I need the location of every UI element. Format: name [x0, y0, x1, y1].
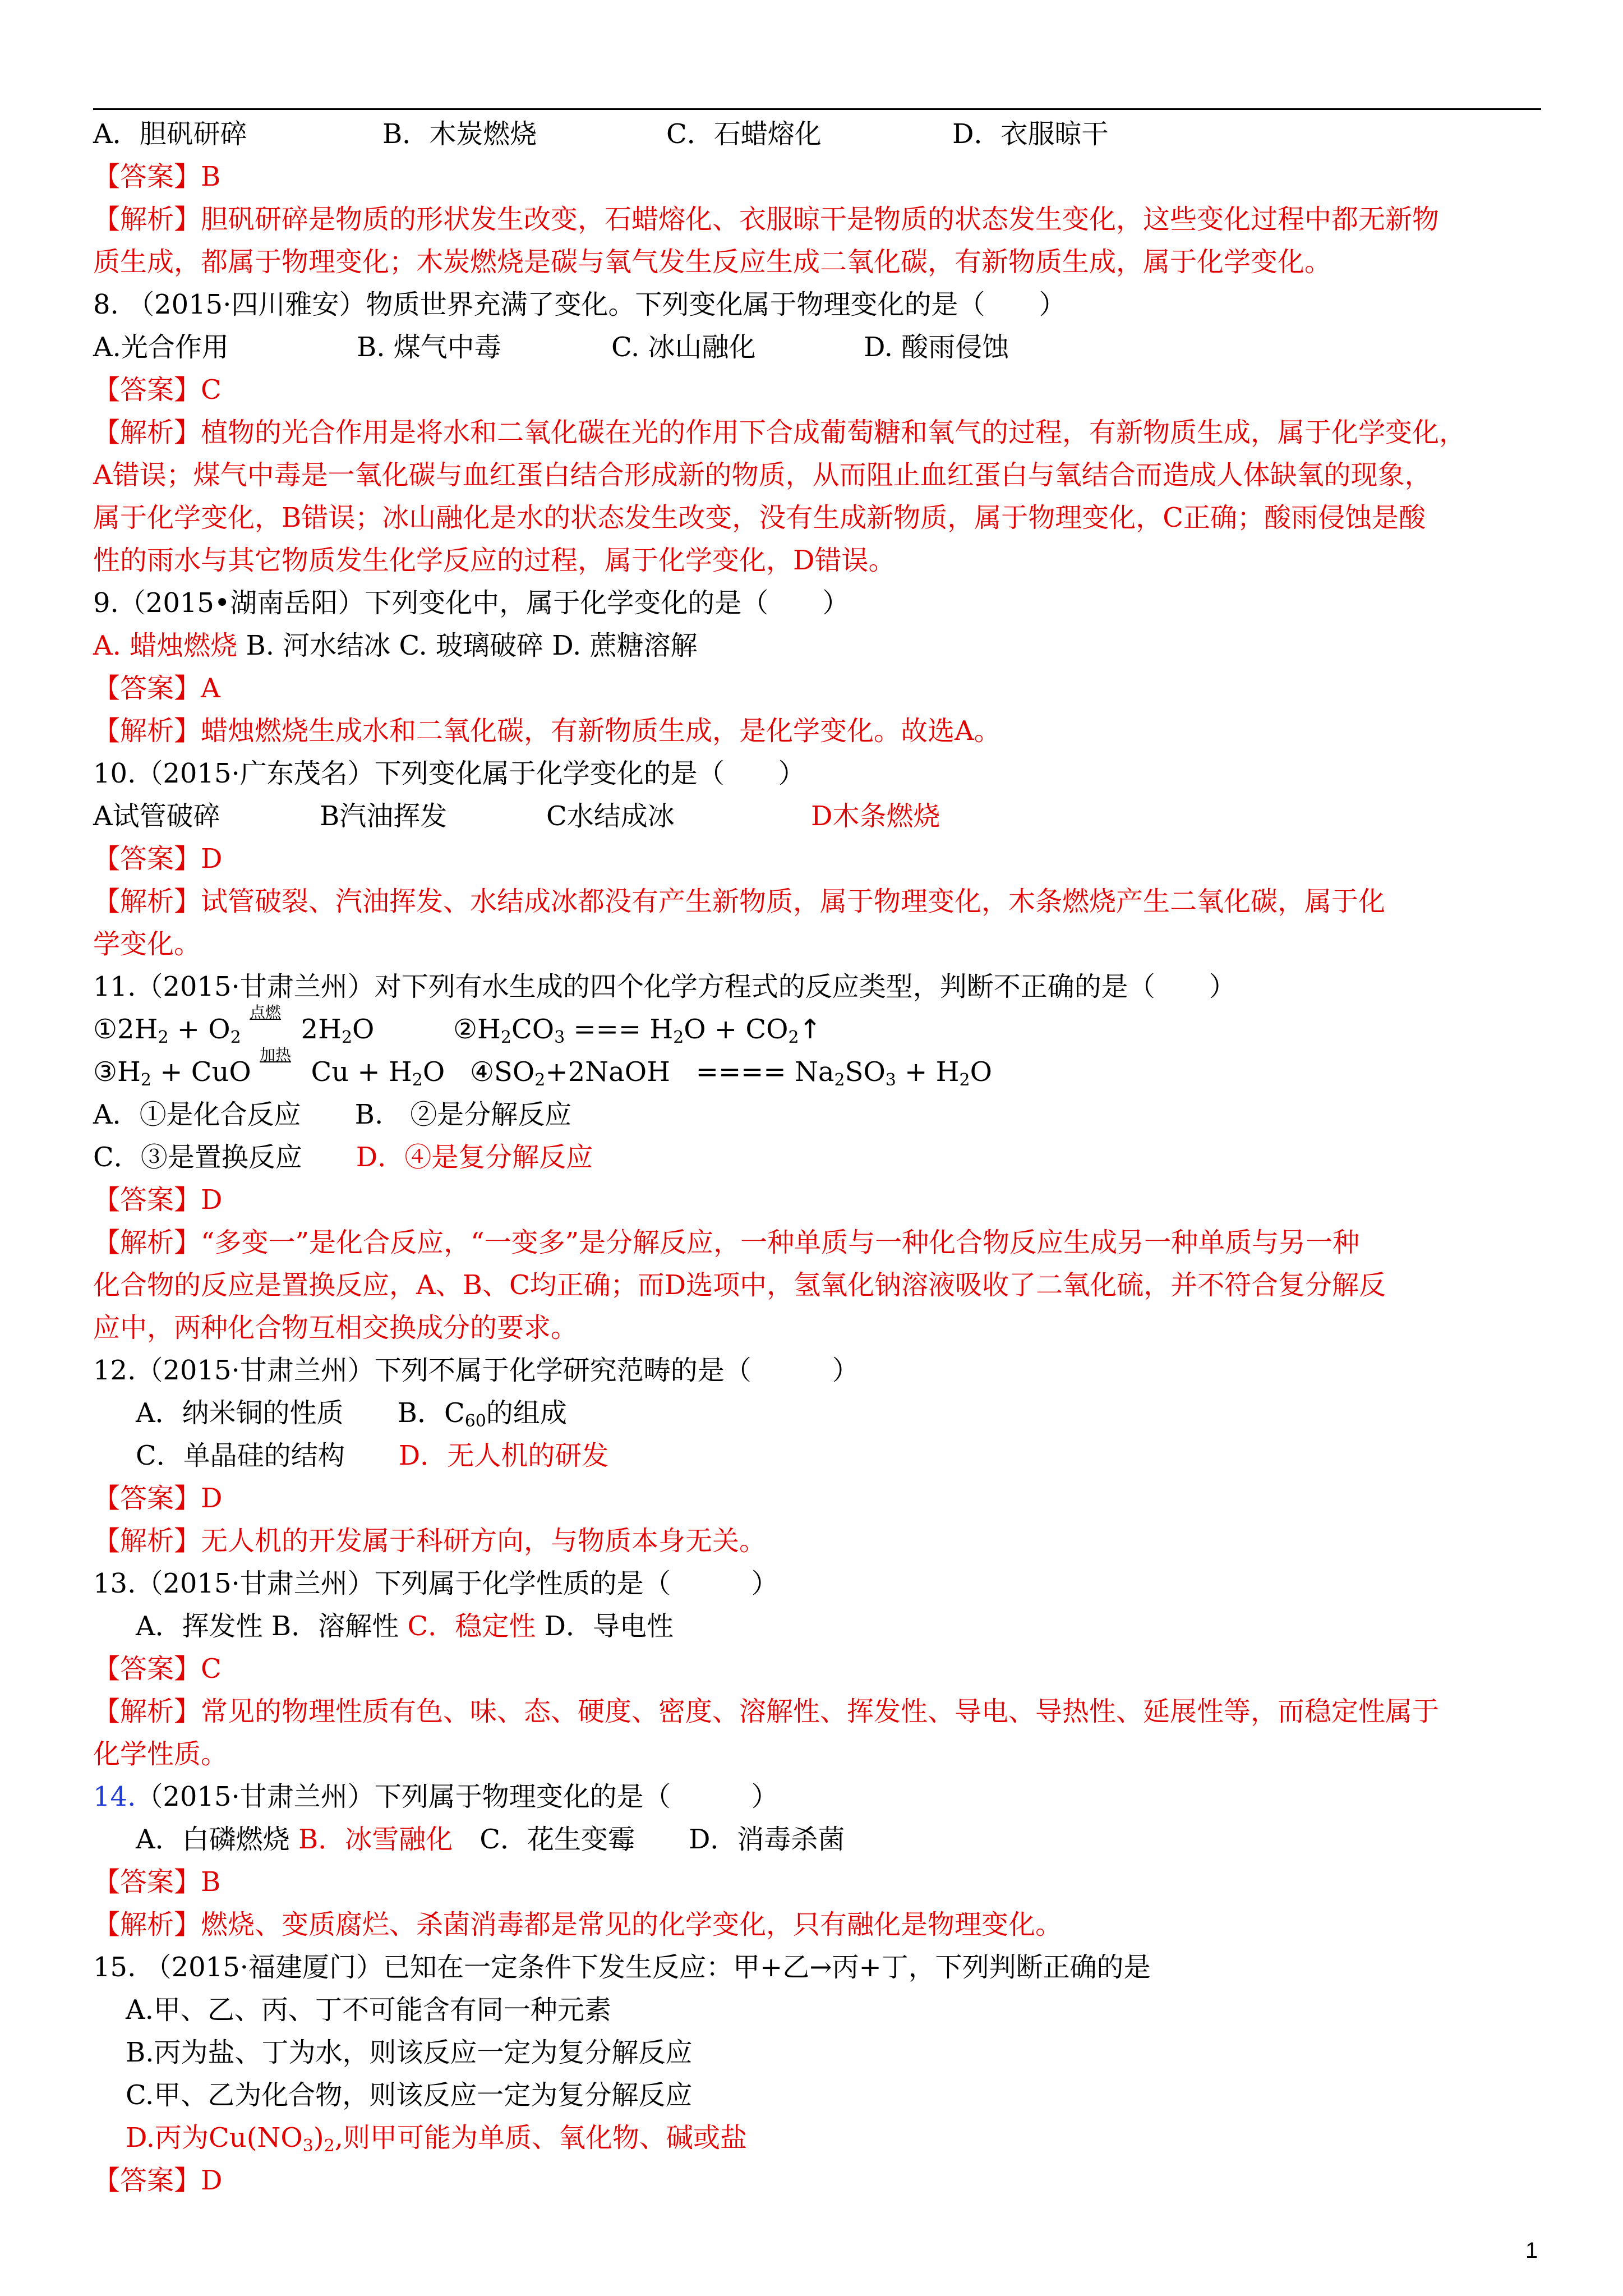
q14-options — [136, 1823, 845, 1856]
q11-analysis-line-3: 应中，两种化合物互相交换成分的要求。 — [93, 1312, 578, 1343]
q8-stem: 8. （2015·四川雅安）物质世界充满了变化。下列变化属于物理变化的是（ ） — [93, 289, 1066, 320]
q10-option-c: C水结成冰 — [546, 800, 675, 832]
q12-stem: 12.（2015·甘肃兰州）下列不属于化学研究范畴的是（ ） — [93, 1355, 859, 1386]
q12-options-ab — [136, 1396, 567, 1430]
q9-options — [93, 629, 698, 662]
q14-number: 14. — [93, 1781, 136, 1812]
q7-option-c: C．石蜡熔化 — [666, 118, 822, 150]
header-rule — [93, 108, 1541, 110]
q11-eq3: $③H_2$ + CuO 加热 $Cu + H_2O$ — [93, 1046, 445, 1090]
q8-analysis-line-2: A错误；煤气中毒是一氧化碳与血红蛋白结合形成新的物质，从而阻止血红蛋白与氧结合而造成人体缺氧的现象， — [93, 459, 1432, 491]
q7-analysis-line-1: 【解析】胆矾研碎是物质的形状发生改变，石蜡熔化、衣服晾干是物质的状态发生变化，这些变化过程中都无新物 — [93, 204, 1440, 235]
q13-stem: 13.（2015·甘肃兰州）下列属于化学性质的是（ ） — [93, 1568, 778, 1599]
q12-option-d: D．无人机的研发 — [398, 1440, 609, 1471]
q8-option-a: A.光合作用 — [93, 332, 229, 363]
q7-option-a: A．胆矾研碎 — [93, 118, 247, 150]
q7-option-d: D．衣服晾干 — [952, 118, 1109, 150]
q12-options-cd — [136, 1439, 608, 1473]
q10-option-a: A试管破碎 — [93, 800, 220, 832]
q11-options-ab: A．①是化合反应 B. ②是分解反应 — [93, 1099, 572, 1130]
q15-option-b: B.丙为盐、丁为水，则该反应一定为复分解反应 — [126, 2037, 693, 2068]
q14-analysis: 【解析】燃烧、变质腐烂、杀菌消毒都是常见的化学变化，只有融化是物理变化。 — [93, 1909, 1063, 1940]
page-number: 1 — [1525, 2238, 1538, 2263]
q13-options — [136, 1609, 674, 1643]
q10-option-b: B汽油挥发 — [320, 800, 448, 832]
q10-options — [93, 799, 940, 833]
q13-option-c: C．稳定性 — [407, 1611, 536, 1642]
q11-analysis-line-1: 【解析】“多变一”是化合反应，“一变多”是分解反应，一种单质与一种化合物反应生成另一种单质与另一种 — [93, 1227, 1360, 1258]
q11-eq3-condition: 加热 — [259, 1046, 291, 1064]
q7-answer: 【答案】B — [93, 161, 221, 192]
q9-options-rest: B. 河水结冰 C. 玻璃破碎 D. 蔗糖溶解 — [237, 630, 698, 661]
q14-stem-line — [93, 1780, 778, 1814]
q14-option-a: A．白磷燃烧 — [136, 1824, 298, 1855]
q11-option-c: C．③是置换反应 — [93, 1142, 356, 1173]
q11-options-cd — [93, 1140, 593, 1174]
q12-option-b-formula: $C_{60}$ — [444, 1397, 486, 1431]
q14-stem: （2015·甘肃兰州）下列属于物理变化的是（ ） — [136, 1781, 778, 1812]
q15-option-a: A.甲、乙、丙、丁不可能含有同一种元素 — [126, 1994, 611, 2026]
q12-analysis: 【解析】无人机的开发属于科研方向，与物质本身无关。 — [93, 1525, 767, 1557]
q8-analysis-line-4: 性的雨水与其它物质发生化学反应的过程，属于化学变化，D错误。 — [93, 545, 896, 576]
q11-equations-row-1 — [93, 1003, 822, 1047]
q7-options — [93, 117, 1109, 151]
q7-analysis-line-2: 质生成，都属于物理变化；木炭燃烧是碳与氧气发生反应生成二氧化碳，有新物质生成，属于化学变化。 — [93, 246, 1332, 278]
q11-eq1-condition: 点燃 — [249, 1003, 281, 1022]
q11-eq2: $②H_2CO_3$ === $H_2O$ + $CO_2↑$ — [453, 1014, 822, 1047]
q13-analysis-line-1: 【解析】常见的物理性质有色、味、态、硬度、密度、溶解性、挥发性、导电、导热性、延展性等，而稳定性属于 — [93, 1696, 1440, 1727]
q8-answer: 【答案】C — [93, 374, 222, 406]
q11-answer: 【答案】D — [93, 1184, 223, 1216]
q15-option-d — [126, 2121, 747, 2155]
q15-option-d-head: D.丙为 — [126, 2122, 209, 2154]
q10-analysis-line-1: 【解析】试管破裂、汽油挥发、水结成冰都没有产生新物质，属于物理变化，木条燃烧产生二氧化碳，属于化 — [93, 886, 1386, 917]
q9-analysis: 【解析】蜡烛燃烧生成水和二氧化碳，有新物质生成，是化学变化。故选A。 — [93, 715, 1001, 747]
q11-equations-row-2 — [93, 1046, 992, 1090]
q8-option-d: D. 酸雨侵蚀 — [864, 332, 1009, 363]
q13-analysis-line-2: 化学性质。 — [93, 1738, 228, 1770]
q15-option-d-formula: $Cu(NO_3)_2$ — [209, 2122, 335, 2156]
q14-options-cd: C．花生变霉 D．消毒杀菌 — [453, 1824, 845, 1855]
q7-option-b: B．木炭燃烧 — [382, 118, 537, 150]
q9-option-a: A. 蜡烛燃烧 — [93, 630, 238, 661]
q11-eq1: $①2H_2 + O_2$ 点燃 $2H_2O$ — [93, 1003, 375, 1047]
q14-option-b: B．冰雪融化 — [298, 1824, 453, 1855]
q13-options-ab: A．挥发性 B．溶解性 — [136, 1611, 408, 1642]
q8-analysis-line-3: 属于化学变化，B错误；冰山融化是水的状态发生改变，没有生成新物质，属于物理变化，C正确；酸雨侵蚀是酸 — [93, 502, 1426, 533]
q10-analysis-line-2: 学变化。 — [93, 928, 201, 960]
q15-answer: 【答案】D — [93, 2165, 223, 2196]
q15-option-c: C.甲、乙为化合物，则该反应一定为复分解反应 — [126, 2079, 693, 2111]
q8-option-b: B. 煤气中毒 — [357, 332, 501, 363]
q13-option-d: D．导电性 — [536, 1611, 674, 1642]
q8-option-c: C. 冰山融化 — [611, 332, 756, 363]
q11-option-d: D．④是复分解反应 — [356, 1142, 593, 1173]
q10-stem: 10.（2015·广东茂名）下列变化属于化学变化的是（ ） — [93, 758, 805, 789]
q9-answer: 【答案】A — [93, 673, 220, 704]
q10-option-d: D木条燃烧 — [811, 800, 940, 832]
q13-answer: 【答案】C — [93, 1653, 222, 1685]
q10-answer: 【答案】D — [93, 843, 223, 875]
q14-answer: 【答案】B — [93, 1866, 221, 1898]
q15-option-d-tail: ,则甲可能为单质、氧化物、碱或盐 — [334, 2122, 747, 2154]
q12-option-a: A．纳米铜的性质 B． — [136, 1397, 444, 1429]
q15-stem: 15. （2015·福建厦门）已知在一定条件下发生反应：甲+乙→丙+丁，下列判断正确的是 — [93, 1952, 1151, 1983]
q11-analysis-line-2: 化合物的反应是置换反应，A、B、C均正确；而D选项中，氢氧化钠溶液吸收了二氧化硫，并不符合复分解反 — [93, 1269, 1386, 1301]
q8-options — [93, 330, 1009, 364]
q12-option-b-tail: 的组成 — [486, 1397, 567, 1429]
q8-analysis-line-1: 【解析】植物的光合作用是将水和二氧化碳在光的作用下合成葡萄糖和氧气的过程，有新物质生成，属于化学变化， — [93, 417, 1467, 448]
q11-stem: 11.（2015·甘肃兰州）对下列有水生成的四个化学方程式的反应类型，判断不正确的是（ ） — [93, 971, 1236, 1002]
q9-stem: 9.（2015•湖南岳阳）下列变化中，属于化学变化的是（ ） — [93, 587, 850, 619]
q12-option-c: C．单晶硅的结构 — [136, 1440, 399, 1471]
q12-answer: 【答案】D — [93, 1483, 223, 1514]
q11-eq4: $④SO_2+2NaOH$ ==== $Na_2SO_3 + H_2O$ — [470, 1056, 992, 1090]
